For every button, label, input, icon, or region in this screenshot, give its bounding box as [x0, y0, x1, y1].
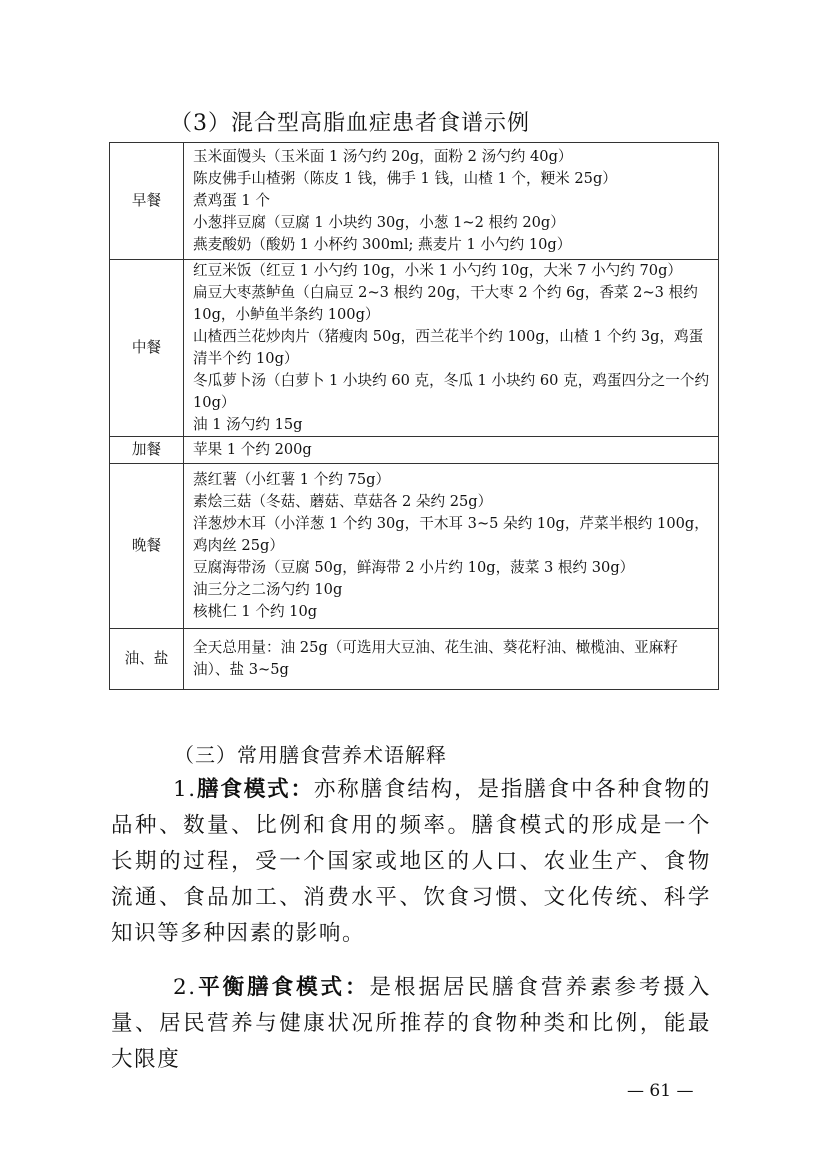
term-paragraph-balanced-diet [111, 970, 711, 1078]
menu-item: 陈皮佛手山楂粥（陈皮 1 钱，佛手 1 钱，山楂 1 个，粳米 25g） [193, 170, 617, 187]
menu-item: 煮鸡蛋 1 个 [193, 192, 270, 209]
meal-items [184, 629, 719, 690]
menu-item: 核桃仁 1 个约 10g [193, 603, 318, 620]
menu-item: 油三分之二汤勺约 10g [193, 581, 343, 598]
menu-item: 苹果 1 个约 200g [193, 441, 312, 458]
menu-item: 洋葱炒木耳（小洋葱 1 个约 30g，干木耳 3~5 朵约 10g，芹菜半根约 100g，鸡肉丝 25g） [193, 515, 709, 554]
meal-items [184, 464, 719, 629]
meal-label: 油、盐 [110, 629, 184, 690]
menu-item: 山楂西兰花炒肉片（猪瘦肉 50g，西兰花半个约 100g，山楂 1 个约 3g，鸡蛋清半个约 10g） [193, 328, 704, 367]
menu-table [109, 142, 719, 690]
menu-item: 红豆米饭（红豆 1 小勺约 10g，小米 1 小勺约 10g，大米 7 小勺约 70g） [193, 262, 682, 279]
term-definition: 是根据居民膳食营养素参考摄入量、居民营养与健康状况所推荐的食物种类和比例，能最大限度 [111, 975, 712, 1072]
terms-heading: （三）常用膳食营养术语解释 [174, 743, 447, 767]
term-name: 膳食模式： [196, 777, 314, 802]
term-number: 2. [173, 975, 197, 1000]
table-row-lunch [110, 260, 719, 437]
menu-item: 素烩三菇（冬菇、蘑菇、草菇各 2 朵约 25g） [193, 493, 493, 510]
menu-item: 油 1 汤勺约 15g [193, 416, 303, 433]
menu-item: 蒸红薯（小红薯 1 个约 75g） [193, 471, 391, 488]
menu-item: 扁豆大枣蒸鲈鱼（白扁豆 2~3 根约 20g，干大枣 2 个约 6g，香菜 2~3 根约 10g，小鲈鱼半条约 100g） [193, 284, 698, 323]
recipe-section-title: （3）混合型高脂血症患者食谱示例 [170, 111, 530, 136]
table-row-breakfast [110, 143, 719, 260]
table-row-oil-salt [110, 629, 719, 690]
menu-item: 小葱拌豆腐（豆腐 1 小块约 30g，小葱 1~2 根约 20g） [193, 214, 565, 231]
meal-label: 晚餐 [110, 464, 184, 629]
meal-items [184, 143, 719, 260]
page-number: — 61 — [627, 1081, 694, 1101]
menu-item: 全天总用量：油 25g（可选用大豆油、花生油、葵花籽油、橄榄油、亚麻籽油）、盐 3~5g [193, 639, 678, 678]
meal-label: 中餐 [110, 260, 184, 437]
meal-items [184, 437, 719, 464]
term-number: 1. [173, 777, 197, 802]
term-definition: 亦称膳食结构，是指膳食中各种食物的品种、数量、比例和食用的频率。膳食模式的形成是一个长期的过程，受一个国家或地区的人口、农业生产、食物流通、食品加工、消费水平、饮食习惯、文化传统、科学知识等多种因素的影响。 [111, 777, 711, 946]
meal-items [184, 260, 719, 437]
table-row-dinner [110, 464, 719, 629]
meal-label: 加餐 [110, 437, 184, 464]
term-name: 平衡膳食模式： [196, 975, 370, 1000]
menu-item: 燕麦酸奶（酸奶 1 小杯约 300ml; 燕麦片 1 小勺约 10g） [193, 236, 572, 253]
menu-item: 冬瓜萝卜汤（白萝卜 1 小块约 60 克，冬瓜 1 小块约 60 克，鸡蛋四分之一个约 10g） [193, 372, 710, 411]
term-paragraph-dietary-pattern [111, 772, 711, 952]
table-row-snack [110, 437, 719, 464]
meal-label: 早餐 [110, 143, 184, 260]
menu-item: 玉米面馒头（玉米面 1 汤勺约 20g，面粉 2 汤勺约 40g） [193, 148, 573, 165]
menu-item: 豆腐海带汤（豆腐 50g，鲜海带 2 小片约 10g，菠菜 3 根约 30g） [193, 559, 635, 576]
